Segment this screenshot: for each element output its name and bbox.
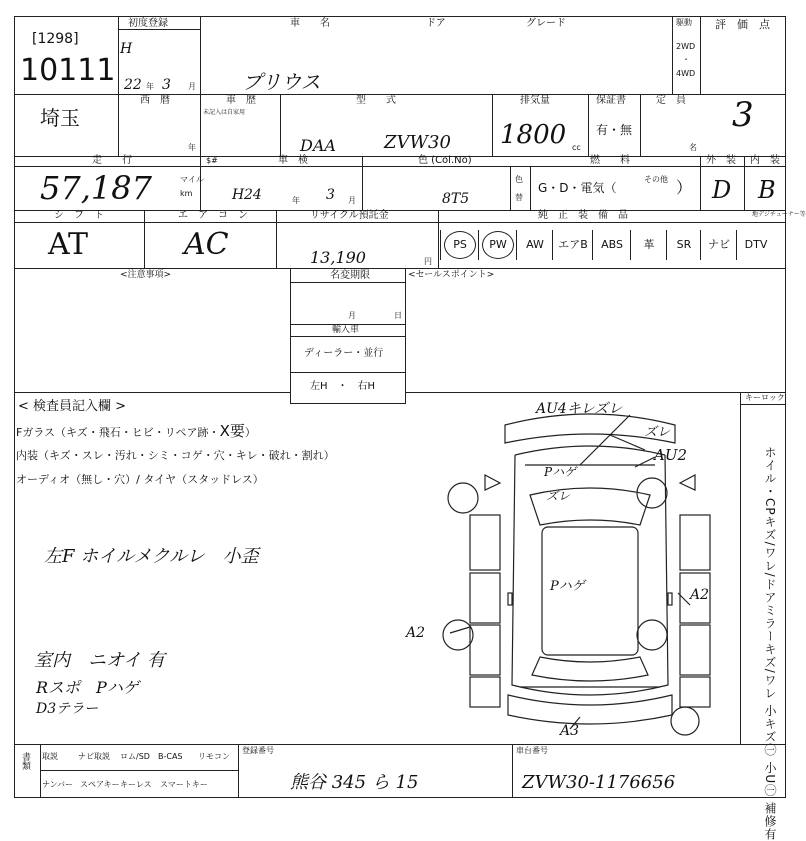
diagram-label-phage-roof: Pハゲ bbox=[550, 579, 585, 594]
yen-mark: 円 bbox=[424, 257, 432, 266]
equipment-item-label: PW bbox=[482, 231, 514, 259]
car-body bbox=[512, 455, 668, 695]
western-year-label: 西 暦 bbox=[140, 95, 170, 106]
documents-label: 書類 bbox=[20, 752, 30, 770]
divider bbox=[118, 94, 119, 156]
document-item: リモコン bbox=[198, 752, 230, 761]
right-rear-quarter bbox=[680, 677, 710, 707]
right-front-fender bbox=[680, 515, 710, 570]
day-mark: 日 bbox=[394, 311, 402, 320]
document-item: B-CAS bbox=[158, 752, 183, 761]
color-label: 色 (Col.No) bbox=[418, 155, 472, 166]
damage-legend: ホイル・CPキズ/ワレ/ドアミラーキズ/ワレ 小キズ㊀ 小U㊀ 補修有 bbox=[763, 446, 777, 841]
warranty-value: 有・無 bbox=[596, 123, 633, 137]
divider bbox=[280, 94, 281, 156]
divider bbox=[118, 29, 200, 30]
left-front-door bbox=[470, 573, 500, 623]
steering-side: 左H ・ 右H bbox=[310, 381, 376, 392]
row3-bottom-line bbox=[14, 210, 786, 211]
registration-year: 22 bbox=[124, 77, 142, 93]
prefecture: 埼玉 bbox=[40, 106, 80, 130]
divider bbox=[492, 94, 493, 156]
shaken-year-unit: 年 bbox=[292, 196, 300, 205]
registration-number-label: 登録番号 bbox=[242, 746, 274, 755]
inspector-title: < 検査員記入欄 > bbox=[18, 399, 127, 414]
document-item: ナンバー bbox=[42, 780, 74, 789]
interior-grade: B bbox=[758, 176, 776, 204]
divider bbox=[512, 744, 513, 798]
divider bbox=[672, 16, 673, 94]
door-label: ドア bbox=[426, 18, 446, 29]
divider bbox=[144, 210, 145, 268]
divider bbox=[530, 166, 531, 210]
key-lock-label: キーロック bbox=[745, 393, 785, 402]
equipment-item: SR bbox=[666, 230, 701, 260]
name-change-label: 名変期限 bbox=[330, 270, 370, 281]
fuel-close: ） bbox=[676, 178, 693, 197]
divider bbox=[40, 770, 238, 771]
vehicle-history-label: 車 歴 bbox=[226, 95, 256, 106]
fuel-options: G・D・電気（ bbox=[538, 181, 617, 195]
diagram-label-zure: ズレ bbox=[644, 425, 671, 440]
displacement-label: 排気量 bbox=[520, 95, 550, 106]
drive-4wd: 4WD bbox=[676, 69, 696, 78]
shaken-era: H bbox=[232, 187, 245, 203]
rear-window bbox=[532, 657, 648, 681]
km-unit: km bbox=[180, 189, 193, 198]
month-unit: 月 bbox=[188, 82, 196, 91]
memo-interior: 室内 ニオイ 有 bbox=[34, 650, 165, 671]
car-diagram bbox=[430, 395, 740, 745]
exterior-grade: D bbox=[712, 176, 732, 204]
divider bbox=[640, 94, 641, 156]
person-mark: 名 bbox=[689, 143, 697, 152]
ac-label: エ ア コ ン bbox=[178, 210, 248, 221]
left-rear-quarter bbox=[470, 677, 500, 707]
rear-bumper bbox=[508, 695, 672, 724]
door-handle bbox=[508, 593, 512, 605]
footer-top-line bbox=[14, 744, 786, 745]
document-item: キーレス bbox=[120, 780, 152, 789]
first-registration-label: 初度登録 bbox=[128, 18, 168, 29]
memo-d3: D3テラー bbox=[36, 701, 99, 717]
divider bbox=[200, 94, 201, 156]
chassis-number: ZVW30-1176656 bbox=[522, 772, 676, 793]
recycle-label: リサイクル預託金 bbox=[310, 210, 389, 221]
dealer-parallel: ディーラー・並行 bbox=[304, 348, 384, 359]
diagram-label-top: AU4キレズレ bbox=[536, 401, 623, 417]
equipment-item: 革 bbox=[630, 230, 667, 260]
left-front-wheel bbox=[448, 483, 478, 513]
repaint-mark-1: 色 bbox=[515, 175, 523, 184]
glass-close: ） bbox=[244, 426, 256, 439]
divider bbox=[200, 16, 201, 94]
tuner-label: 地デジチューナー等 bbox=[752, 211, 806, 218]
model-label: 型 式 bbox=[356, 95, 396, 106]
diagram-label-au2: AU2 bbox=[654, 446, 688, 464]
right-mirror bbox=[680, 475, 695, 490]
car-name-label: 車 名 bbox=[290, 18, 330, 29]
lot-bracket: [1298] bbox=[32, 31, 79, 47]
model-code: ZVW30 bbox=[384, 132, 451, 153]
divider bbox=[362, 156, 363, 210]
memo-rear-spoiler: Rスポ Pハゲ bbox=[36, 678, 139, 697]
drive-label: 駆動 bbox=[676, 18, 692, 27]
equipment-label: 純 正 装 備 品 bbox=[538, 210, 628, 221]
memo-left-front: 左F ホイルメクルレ 小歪 bbox=[44, 546, 259, 567]
divider bbox=[290, 336, 406, 337]
divider bbox=[588, 94, 589, 156]
month-mark: 月 bbox=[348, 311, 356, 320]
side-divider bbox=[740, 392, 741, 744]
divider bbox=[438, 222, 786, 223]
model-prefix: DAA bbox=[300, 136, 336, 155]
divider bbox=[290, 282, 406, 283]
document-item: スペアキー bbox=[80, 780, 120, 789]
recycle-value: 13,190 bbox=[310, 248, 366, 267]
mileage-value: 57,187 bbox=[40, 169, 152, 207]
shaken-label: 車 検 bbox=[278, 155, 308, 166]
divider bbox=[14, 222, 438, 223]
door-handle bbox=[668, 593, 672, 605]
color-code: 8T5 bbox=[442, 191, 470, 207]
registration-era: H bbox=[120, 41, 133, 57]
divider bbox=[238, 744, 239, 798]
fuel-other: その他 bbox=[644, 175, 668, 184]
equipment-item: ナビ bbox=[700, 230, 737, 260]
lot-number: 10111 bbox=[20, 53, 116, 88]
score-value: 3 bbox=[732, 95, 754, 135]
shift-label: シ フ ト bbox=[54, 210, 104, 221]
left-rear-door bbox=[470, 625, 500, 675]
divider bbox=[14, 166, 786, 167]
right-rear-wheel bbox=[637, 620, 667, 650]
equipment-item: DTV bbox=[736, 230, 775, 260]
exterior-label: 外 装 bbox=[706, 155, 736, 166]
divider bbox=[290, 372, 406, 373]
divider bbox=[276, 210, 277, 268]
shaken-month-unit: 月 bbox=[348, 196, 356, 205]
shaken-month: 3 bbox=[326, 187, 335, 203]
equipment-item-label: PS bbox=[444, 231, 476, 259]
repaint-mark-2: 替 bbox=[515, 193, 523, 202]
import-label: 輸入車 bbox=[332, 325, 360, 335]
car-name-value: プリウス bbox=[242, 70, 321, 94]
equipment-item bbox=[440, 230, 479, 260]
document-item: スマートキー bbox=[160, 780, 208, 789]
divider bbox=[438, 210, 439, 268]
divider bbox=[700, 156, 701, 210]
left-mirror bbox=[485, 475, 500, 490]
ac-value: AC bbox=[184, 227, 229, 262]
warranty-label: 保証書 bbox=[596, 95, 626, 106]
divider bbox=[744, 156, 745, 210]
equipment-item bbox=[478, 230, 517, 260]
glass-text: Fガラス（キズ・飛石・ヒビ・リペア跡・ bbox=[16, 426, 220, 439]
diagram-label-a2-right: A2 bbox=[690, 587, 710, 603]
document-item: ロム/SD bbox=[120, 752, 150, 761]
shaken-prefix: $# bbox=[206, 156, 218, 165]
mileage-label: 走 行 bbox=[92, 155, 132, 166]
fuel-label: 燃 料 bbox=[590, 155, 630, 166]
front-hood-curve bbox=[515, 446, 665, 455]
year-unit: 年 bbox=[146, 82, 154, 91]
displacement-value: 1800 bbox=[500, 120, 567, 150]
equipment-item: ABS bbox=[592, 230, 631, 260]
document-item: 取説 bbox=[42, 752, 58, 761]
divider bbox=[740, 404, 786, 405]
drive-sep: ・ bbox=[682, 55, 690, 64]
divider bbox=[510, 166, 511, 210]
interior-label: 内 装 bbox=[750, 155, 780, 166]
leader-line bbox=[450, 627, 470, 633]
spare-wheel bbox=[671, 707, 699, 735]
score-label: 評 価 点 bbox=[715, 18, 770, 31]
drive-2wd: 2WD bbox=[676, 42, 696, 51]
glass-line bbox=[16, 424, 256, 439]
caution-label: <注意事項> bbox=[120, 270, 172, 280]
interior-line: 内装（キズ・スレ・汚れ・シミ・コゲ・穴・キレ・破れ・割れ） bbox=[16, 449, 335, 462]
mile-unit: マイル bbox=[180, 175, 204, 184]
divider bbox=[40, 744, 41, 798]
diagram-label-zure2: ズレ bbox=[546, 489, 571, 503]
divider bbox=[118, 16, 119, 94]
left-front-fender bbox=[470, 515, 500, 570]
left-rear-wheel bbox=[443, 620, 473, 650]
equipment-item: AW bbox=[516, 230, 553, 260]
shaken-year: 24 bbox=[244, 187, 262, 203]
diagram-label-a2-left: A2 bbox=[406, 625, 426, 641]
year-mark: 年 bbox=[188, 143, 196, 152]
diagram-label-a3: A3 bbox=[560, 723, 580, 739]
registration-month: 3 bbox=[162, 77, 171, 93]
equipment-item: エアB bbox=[552, 230, 593, 260]
registration-number: 熊谷 345 ら 15 bbox=[290, 772, 419, 793]
document-item: ナビ取説 bbox=[78, 752, 110, 761]
vehicle-history-note: 未記入は自家用 bbox=[203, 109, 246, 116]
divider bbox=[700, 16, 701, 94]
glass-mark: X要 bbox=[219, 422, 245, 440]
right-rear-door bbox=[680, 625, 710, 675]
audio-tire-line: オーディオ（無し・穴）/ タイヤ（スタッドレス） bbox=[16, 473, 264, 486]
shift-value: AT bbox=[48, 227, 89, 262]
cc-unit: cc bbox=[572, 143, 581, 152]
diagram-label-phage-top: Pハゲ bbox=[544, 465, 577, 479]
sales-point-label: <セールスポイント> bbox=[408, 270, 495, 280]
grade-label: グレード bbox=[526, 18, 566, 29]
capacity-label: 定 員 bbox=[656, 95, 686, 106]
chassis-number-label: 車台番号 bbox=[516, 746, 548, 755]
